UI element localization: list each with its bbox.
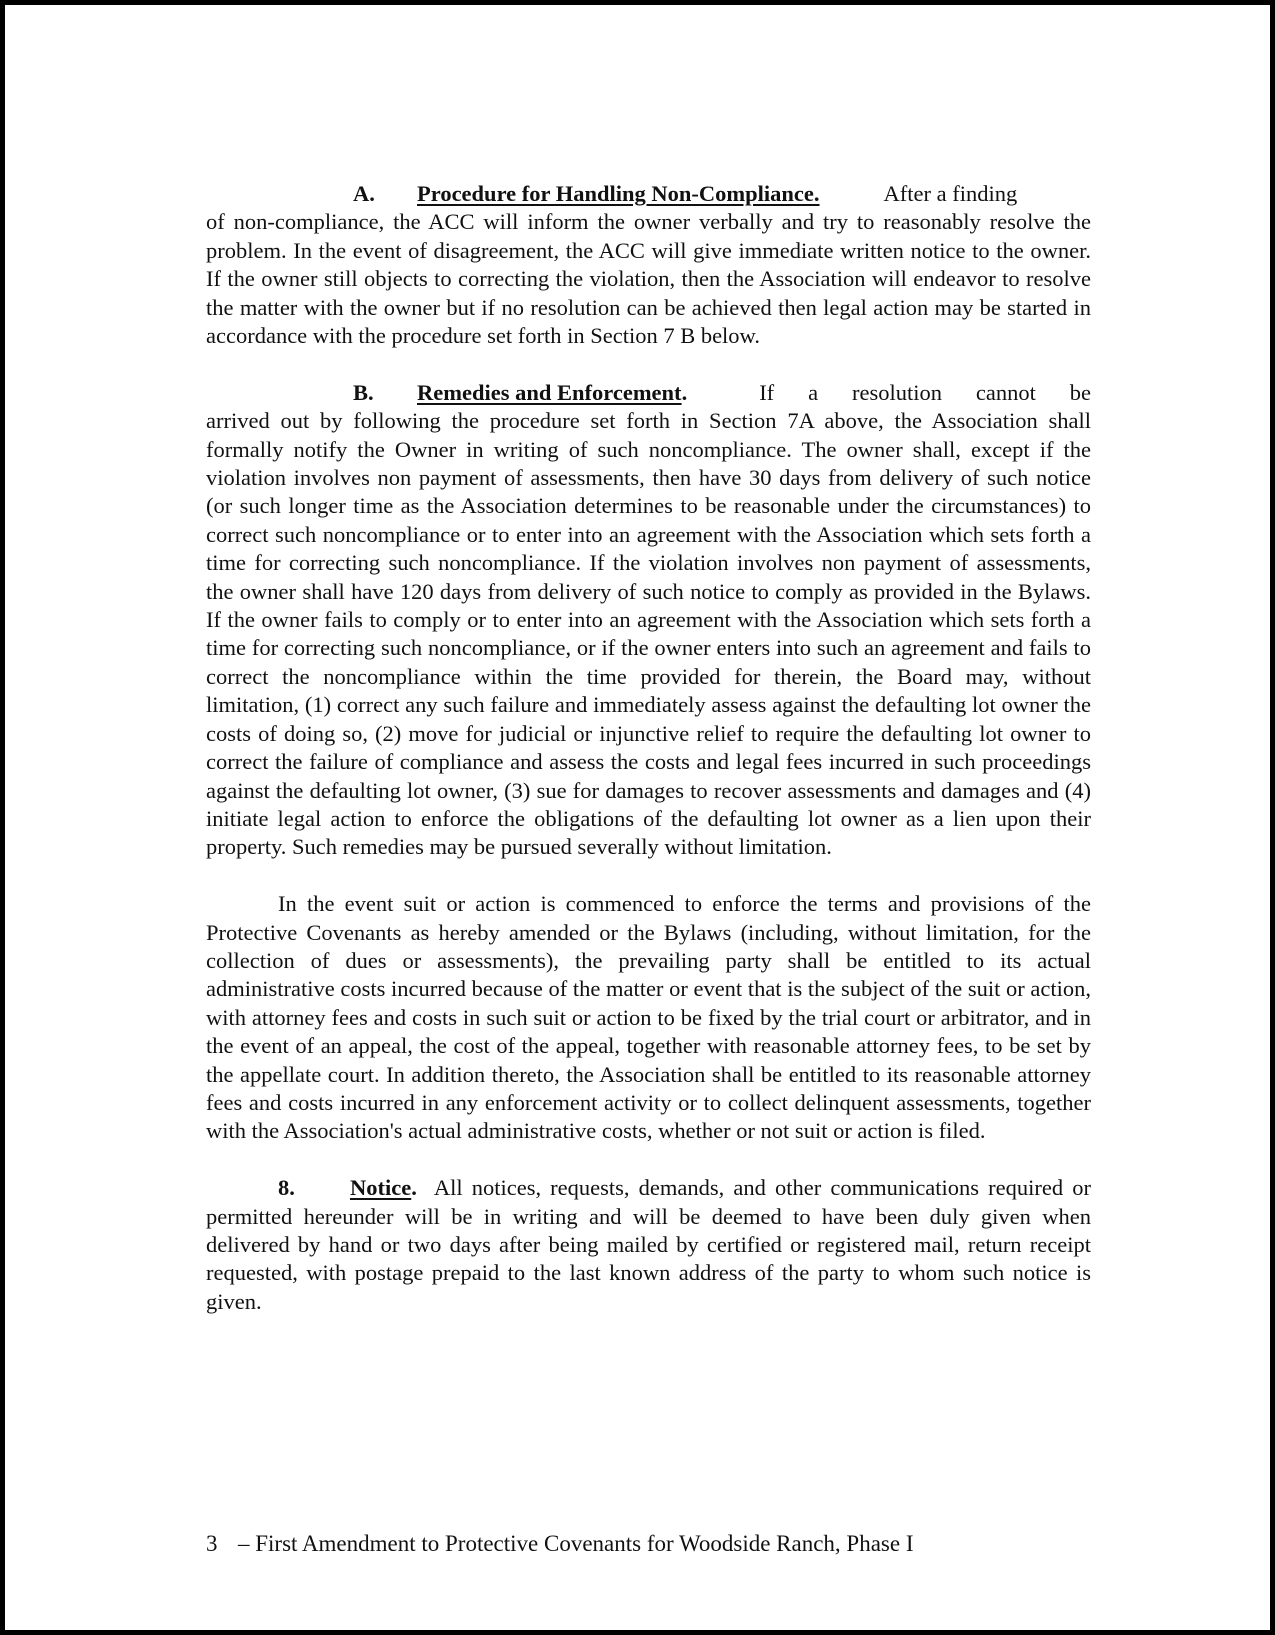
section-a-label: A.: [353, 181, 375, 206]
section-a: [206, 180, 1091, 350]
notice-paragraph: [206, 1174, 1091, 1316]
section-suit: [206, 890, 1091, 1146]
section-b-label: B.: [353, 379, 374, 405]
section-b: [206, 379, 1091, 862]
page-number: 3: [206, 1531, 218, 1556]
footer-title: – First Amendment to Protective Covenants for Woodside Ranch, Phase I: [238, 1531, 914, 1556]
notice-label: 8.: [278, 1175, 295, 1201]
section-notice: [206, 1174, 1091, 1316]
notice-title-period: .: [411, 1175, 417, 1201]
section-a-heading: [206, 180, 1091, 208]
section-b-heading: [206, 379, 1091, 407]
section-b-body: arrived out by following the procedure set forth in Section 7A above, the Association shall formally notify the Owner in writing of such noncompliance. The owner shall, except if the violation involves non payment of assessments, then have 30 days from delivery of such notice (or such longer time as the Association determines to be reasonable under the circumstances) to correct such noncompliance or to enter into an agreement with the Association which sets forth a time for correcting such noncompliance. If the violation involves non payment of assessments, the owner shall have 120 days from delivery of such notice to comply as provided in the Bylaws. If the owner fails to comply or to enter into an agreement with the Association which sets forth a time for correcting such noncompliance, or if the owner enters into such an agreement and fails to correct the noncompliance within the time provided for therein, the Board may, without limitation, (1) correct any such failure and immediately assess against the defaulting lot owner the costs of doing so, (2) move for judicial or injunctive relief to require the defaulting lot owner to correct the failure of compliance and assess the costs and legal fees incurred in such proceedings against the defaulting lot owner, (3) sue for damages to recover assessments and damages and (4) initiate legal action to enforce the obligations of the defaulting lot owner as a lien upon their property. Such remedies may be pursued severally without limitation.: [206, 408, 1091, 860]
section-a-body: of non-compliance, the ACC will inform the owner verbally and try to reasonably resolve the problem. In the event of disagreement, the ACC will give immediate written notice to the owner. If the owner still objects to correcting the violation, then the Association will endeavor to resolve the matter with the owner but if no resolution can be achieved then legal action may be started in accordance with the procedure set forth in Section 7 B below.: [206, 209, 1091, 349]
section-b-title: Remedies and Enforcement: [417, 379, 682, 405]
section-b-title-period: .: [681, 379, 688, 405]
notice-body: All notices, requests, demands, and other communications required or permitted hereunder will be in writing and will be deemed to have been duly given when delivered by hand or two days after being mailed by certified or registered mail, return receipt requested, with postage prepaid to the last known address of the party to whom such notice is given.: [206, 1175, 1091, 1314]
section-b-lead: If a resolution cannot be: [759, 379, 1091, 405]
page-footer: [206, 1529, 1106, 1559]
document-body: [206, 180, 1091, 1316]
section-a-lead: After a finding: [883, 181, 1018, 206]
section-a-title: Procedure for Handling Non-Compliance.: [417, 181, 820, 206]
suit-body: In the event suit or action is commenced to enforce the terms and provisions of the Protective Covenants as hereby amended or the Bylaws (including, without limitation, for the collection of dues or assessments), the prevailing party shall be entitled to its actual administrative costs incurred because of the matter or event that is the subject of the suit or action, with attorney fees and costs in such suit or action to be fixed by the trial court or arbitrator, and in the event of an appeal, the cost of the appeal, together with reasonable attorney fees, to be set by the appellate court. In addition thereto, the Association shall be entitled to its reasonable attorney fees and costs incurred in any enforcement activity or to collect delinquent assessments, together with the Association's actual administrative costs, whether or not suit or action is filed.: [206, 891, 1091, 1144]
notice-title: Notice: [350, 1175, 412, 1201]
